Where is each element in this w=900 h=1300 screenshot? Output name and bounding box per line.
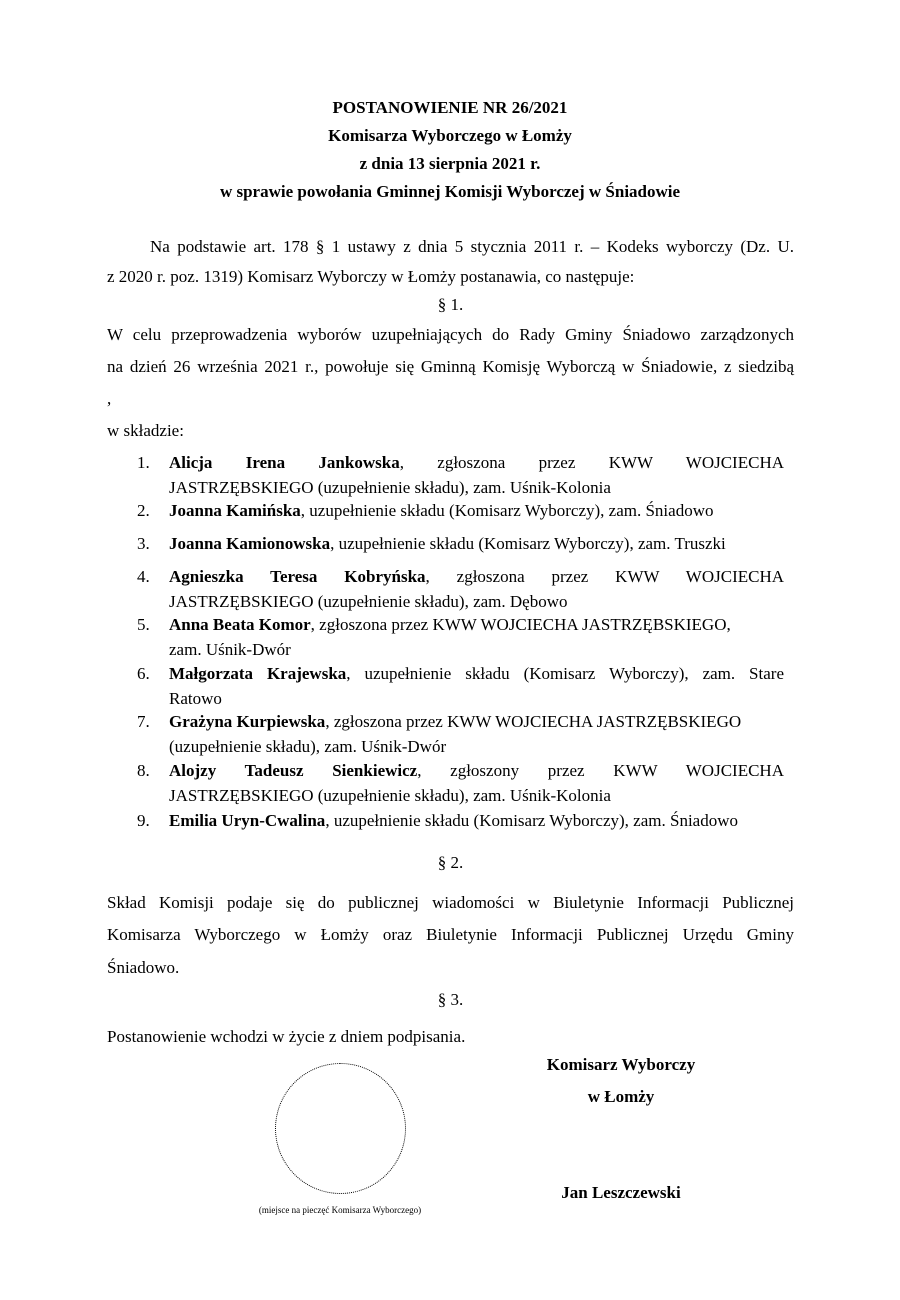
list-item-number: 1. <box>137 453 150 472</box>
member-name: Emilia Uryn-Cwalina <box>169 811 326 830</box>
member-details: , zgłoszony przez KWW WOJCIECHA <box>417 761 784 780</box>
list-item-number: 8. <box>137 761 150 780</box>
member-details: , zgłoszona przez KWW WOJCIECHA <box>425 567 785 586</box>
member-details: , uzupełnienie składu (Komisarz Wyborczy), zam. Stare <box>346 664 784 683</box>
signature-location: w Łomży <box>587 1087 655 1106</box>
signatory-name: Jan Leszczewski <box>561 1183 681 1202</box>
section-2-line-3: Śniadowo. <box>107 958 180 977</box>
list-item-line-1 <box>169 809 784 833</box>
date-line: z dnia 13 sierpnia 2021 r. <box>359 154 541 173</box>
member-name: Joanna Kamińska <box>169 501 301 520</box>
list-item-number: 7. <box>137 712 150 731</box>
member-name: Anna Beata Komor <box>169 615 311 634</box>
list-item-line-1 <box>169 662 784 686</box>
list-item-line-1 <box>169 499 784 523</box>
decision-title: POSTANOWIENIE NR 26/2021 <box>332 98 568 117</box>
list-item-line-1 <box>169 759 784 783</box>
list-item-number: 2. <box>137 501 150 520</box>
list-item-line-1 <box>169 451 784 475</box>
member-details: , zgłoszona przez KWW WOJCIECHA <box>399 453 784 472</box>
member-name: Alojzy Tadeusz Sienkiewicz <box>169 761 418 780</box>
intro-line-2: z 2020 r. poz. 1319) Komisarz Wyborczy w Łomży postanawia, co następuje: <box>107 267 635 286</box>
member-name: Alicja Irena Jankowska <box>169 453 400 472</box>
section-2-line-1: Skład Komisji podaje się do publicznej wiadomości w Biuletynie Informacji Publicznej <box>107 893 794 912</box>
member-name: Agnieszka Teresa Kobryńska <box>169 567 426 586</box>
list-item-line-2: (uzupełnienie składu), zam. Uśnik-Dwór <box>169 737 447 756</box>
member-name: Grażyna Kurpiewska <box>169 712 326 731</box>
list-item-number: 3. <box>137 534 150 553</box>
seal-placeholder-circle <box>275 1063 406 1194</box>
list-item-line-2: Ratowo <box>169 689 222 708</box>
list-item-line-2: zam. Uśnik-Dwór <box>169 640 291 659</box>
list-item-number: 6. <box>137 664 150 683</box>
member-details: , uzupełnienie składu (Komisarz Wyborczy), zam. Truszki <box>330 534 726 553</box>
list-item-line-1 <box>169 565 784 589</box>
section-2-heading: § 2. <box>437 853 464 872</box>
member-name: Joanna Kamionowska <box>169 534 331 553</box>
intro-line-1: Na podstawie art. 178 § 1 ustawy z dnia 5 stycznia 2011 r. – Kodeks wyborczy (Dz. U. <box>150 237 794 256</box>
list-item-number: 9. <box>137 811 150 830</box>
section-1-heading: § 1. <box>437 295 464 314</box>
section-1-line-2: na dzień 26 września 2021 r., powołuje się Gminną Komisję Wyborczą w Śniadowie, z siedzibą <box>107 357 794 376</box>
section-2-line-2: Komisarza Wyborczego w Łomży oraz Biuletynie Informacji Publicznej Urzędu Gminy <box>107 925 794 944</box>
list-item-line-2: JASTRZĘBSKIEGO (uzupełnienie składu), zam. Dębowo <box>169 592 568 611</box>
list-item-line-1 <box>169 710 784 734</box>
section-1-line-1: W celu przeprowadzenia wyborów uzupełniających do Rady Gminy Śniadowo zarządzonych <box>107 325 794 344</box>
list-item-line-2: JASTRZĘBSKIEGO (uzupełnienie składu), zam. Uśnik-Kolonia <box>169 786 611 805</box>
member-details: , uzupełnienie składu (Komisarz Wyborczy), zam. Śniadowo <box>325 811 738 830</box>
list-item-line-1 <box>169 532 784 556</box>
list-item-number: 4. <box>137 567 150 586</box>
seal-caption: (miejsce na pieczęć Komisarza Wyborczego) <box>258 1205 422 1215</box>
member-details: , zgłoszona przez KWW WOJCIECHA JASTRZĘBSKIEGO, <box>310 615 731 634</box>
member-details: , uzupełnienie składu (Komisarz Wyborczy), zam. Śniadowo <box>300 501 714 520</box>
section-3-heading: § 3. <box>437 990 464 1009</box>
member-name: Małgorzata Krajewska <box>169 664 347 683</box>
issuer-line: Komisarza Wyborczego w Łomży <box>328 126 572 145</box>
section-1-line-3: , <box>107 389 112 408</box>
subject-line: w sprawie powołania Gminnej Komisji Wyborczej w Śniadowie <box>219 182 681 201</box>
composition-label: w składzie: <box>107 421 184 440</box>
section-3-text: Postanowienie wchodzi w życie z dniem podpisania. <box>107 1027 466 1046</box>
list-item-line-2: JASTRZĘBSKIEGO (uzupełnienie składu), zam. Uśnik-Kolonia <box>169 478 611 497</box>
list-item-line-1 <box>169 613 784 637</box>
member-details: , zgłoszona przez KWW WOJCIECHA JASTRZĘBSKIEGO <box>325 712 742 731</box>
signature-title: Komisarz Wyborczy <box>546 1055 696 1074</box>
list-item-number: 5. <box>137 615 150 634</box>
